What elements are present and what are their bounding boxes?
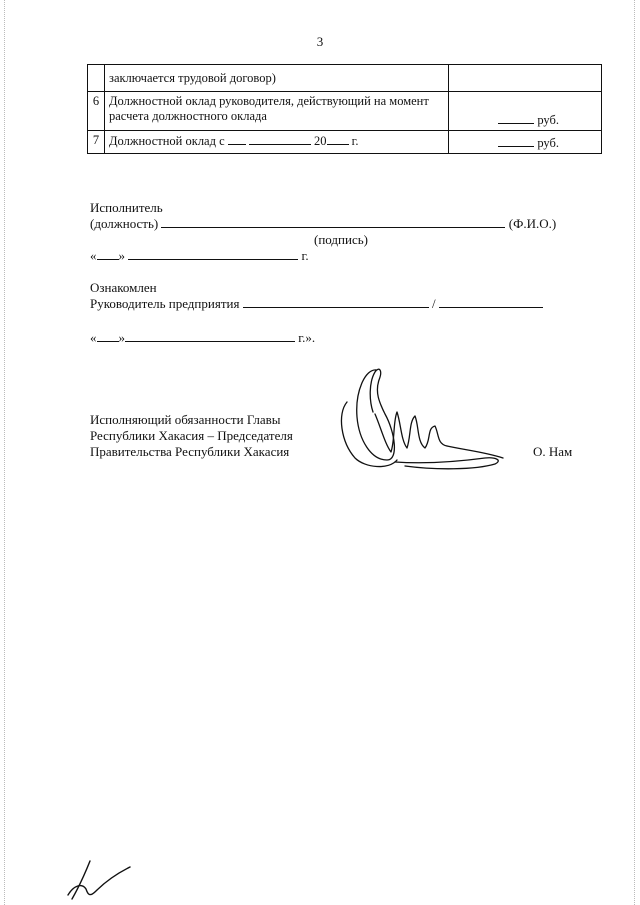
quote-close: » [118,248,125,263]
signatory-title-3: Правительства Республики Хакасия [90,444,290,459]
quote-open: « [90,330,97,345]
position-label: (должность) [90,216,159,231]
executor-position-line [90,216,556,232]
page-number: 3 [316,34,324,49]
left-edge-dots [4,0,5,905]
row-number [88,65,105,92]
table-row [88,92,602,131]
acknowledged-heading: Ознакомлен [90,280,157,295]
row-description [105,131,449,154]
acknowledged-date-line [90,330,315,346]
row-description: Должностной оклад руководителя, действующий на момент расчета должностного оклада [105,92,449,131]
row-value [449,92,602,131]
separator: / [431,296,436,311]
handwritten-initial [60,855,140,905]
row-value [449,131,602,154]
date-from-label: Должностной оклад с [109,134,225,148]
head-label: Руководитель предприятия [90,296,240,311]
year-suffix: г. [351,134,359,148]
row-description: заключается трудовой договор) [105,65,449,92]
year-suffix: г.». [298,330,316,345]
quote-close: » [118,330,125,345]
executor-date-line [90,248,309,264]
signature-label: (подпись) [314,232,368,247]
table-row [88,131,602,154]
signatory-name: О. Нам [533,444,573,459]
row-number: 6 [88,92,105,131]
salary-form-table [87,64,602,154]
table-row [88,65,602,92]
fio-label: (Ф.И.О.) [508,216,557,231]
row-value [449,65,602,92]
quote-open: « [90,248,97,263]
executor-heading: Исполнитель [90,200,163,215]
currency-label: руб. [537,113,559,127]
right-edge-dots [634,0,635,905]
year-prefix: 20 [314,134,327,148]
signatory-title-2: Республики Хакасия – Председателя [90,428,293,443]
currency-label: руб. [537,136,559,150]
signatory-title-1: Исполняющий обязанности Главы [90,412,281,427]
handwritten-signature [335,362,515,474]
row-number: 7 [88,131,105,154]
year-suffix: г. [301,248,309,263]
head-signature-line [90,296,543,312]
